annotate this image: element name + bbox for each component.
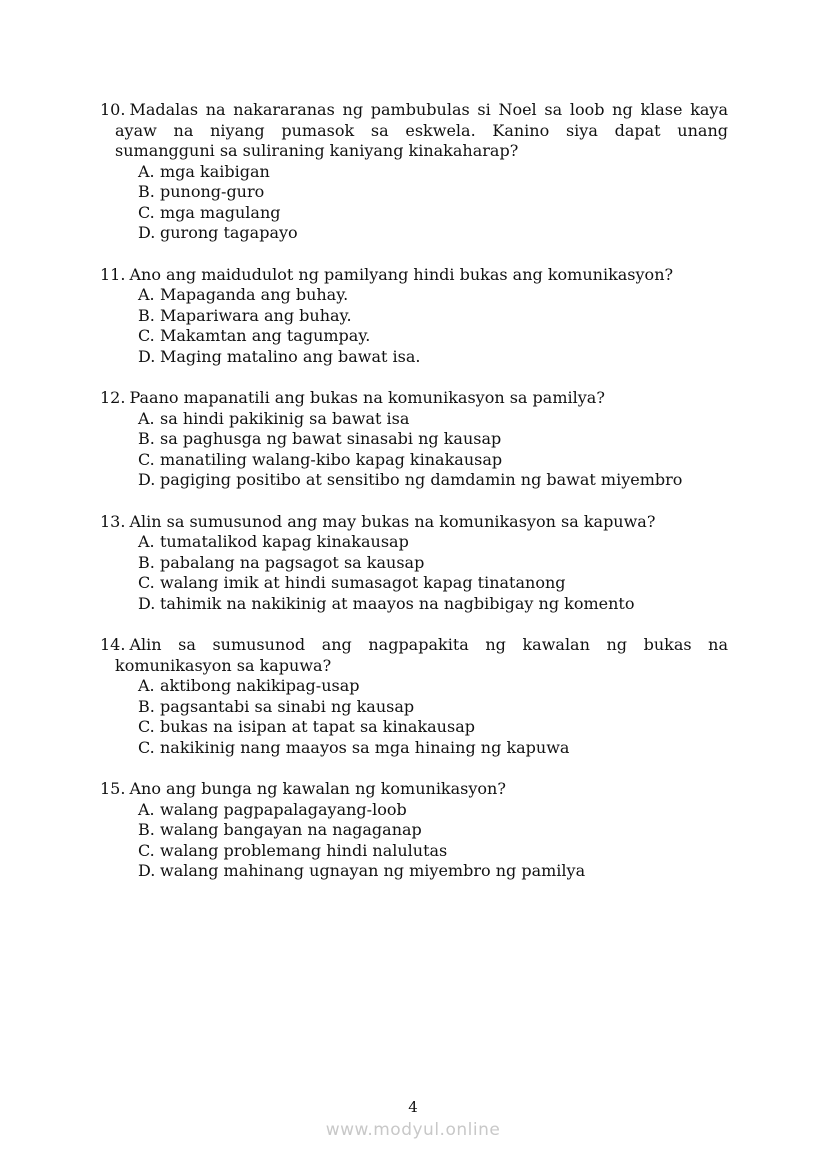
option-row xyxy=(138,223,728,244)
option-row xyxy=(138,800,728,821)
option-text: bukas na isipan at tapat sa kinakausap xyxy=(160,717,475,736)
option-letter: B. xyxy=(138,429,155,448)
question-block xyxy=(100,779,728,882)
option-text: walang problemang hindi nalulutas xyxy=(160,840,448,860)
options-list xyxy=(138,676,728,758)
question-text: Madalas na nakararanas ng pambubulas si Noel sa loob ng klase kaya ayaw na niyang pumasok sa eskwela. Kanino siya dapat unang sumangguni sa suliraning kaniyang kinakaharap? xyxy=(115,100,728,160)
options-list xyxy=(138,162,728,244)
option-letter: B. xyxy=(138,182,155,201)
option-row xyxy=(138,738,728,759)
option-text: tahimik na nakikinig at maayos na nagbibigay ng komento xyxy=(160,593,635,613)
option-text: walang imik at hindi sumasagot kapag tinatanong xyxy=(160,573,566,592)
option-row xyxy=(138,429,728,450)
option-letter: B. xyxy=(138,552,155,572)
option-row xyxy=(138,306,728,327)
options-list xyxy=(138,532,728,614)
option-letter: D. xyxy=(138,861,156,880)
option-text: Maging matalino ang bawat isa. xyxy=(160,346,421,366)
question-list xyxy=(100,100,728,903)
option-text: aktibong nakikipag-usap xyxy=(160,676,360,695)
option-letter: C. xyxy=(138,573,155,592)
option-text: mga magulang xyxy=(160,202,281,222)
question-block xyxy=(100,512,728,615)
option-row xyxy=(138,285,728,306)
question-number: 14. xyxy=(100,635,126,654)
question-paragraph xyxy=(100,512,728,533)
option-row xyxy=(138,203,728,224)
option-letter: B. xyxy=(138,305,155,325)
option-text: pabalang na pagsagot sa kausap xyxy=(160,552,425,572)
option-text: gurong tagapayo xyxy=(160,223,298,242)
option-text: nakikinig nang maayos sa mga hinaing ng kapuwa xyxy=(160,737,570,757)
question-number: 13. xyxy=(100,511,126,531)
option-text: walang mahinang ugnayan ng miyembro ng pamilya xyxy=(160,861,586,880)
options-list xyxy=(138,409,728,491)
option-row xyxy=(138,573,728,594)
option-text: Makamtan ang tagumpay. xyxy=(160,326,371,345)
option-text: walang bangayan na nagaganap xyxy=(160,820,422,839)
option-row xyxy=(138,409,728,430)
option-row xyxy=(138,450,728,471)
option-letter: B. xyxy=(138,696,155,716)
option-row xyxy=(138,553,728,574)
option-row xyxy=(138,162,728,183)
option-letter: A. xyxy=(138,676,155,695)
option-text: mga kaibigan xyxy=(160,161,270,181)
option-letter: B. xyxy=(138,820,155,839)
option-letter: A. xyxy=(138,532,155,551)
option-text: manatiling walang-kibo kapag kinakausap xyxy=(160,449,503,469)
option-letter: C. xyxy=(138,326,155,345)
question-number: 11. xyxy=(100,264,126,284)
question-text: Alin sa sumusunod ang may bukas na komunikasyon sa kapuwa? xyxy=(129,511,656,531)
option-letter: D. xyxy=(138,470,156,489)
options-list xyxy=(138,800,728,882)
question-paragraph xyxy=(100,100,728,162)
option-text: sa hindi pakikinig sa bawat isa xyxy=(160,408,410,428)
option-row xyxy=(138,326,728,347)
option-row xyxy=(138,841,728,862)
option-text: Mapariwara ang buhay. xyxy=(160,305,352,325)
question-text: Ano ang bunga ng kawalan ng komunikasyon? xyxy=(129,779,506,798)
question-number: 15. xyxy=(100,779,126,798)
option-row xyxy=(138,676,728,697)
question-text: Paano mapanatili ang bukas na komunikasyon sa pamilya? xyxy=(129,388,605,407)
question-block xyxy=(100,635,728,758)
option-letter: C. xyxy=(138,202,155,222)
option-letter: D. xyxy=(138,593,156,613)
option-row xyxy=(138,861,728,882)
option-letter: C. xyxy=(138,737,155,757)
option-text: punong-guro xyxy=(160,182,265,201)
page-number: 4 xyxy=(408,1098,418,1116)
question-block xyxy=(100,100,728,244)
option-row xyxy=(138,532,728,553)
option-letter: A. xyxy=(138,161,155,181)
question-block xyxy=(100,388,728,491)
question-paragraph xyxy=(100,779,728,800)
option-text: walang pagpapalagayang-loob xyxy=(160,799,407,819)
option-row xyxy=(138,697,728,718)
page-footer xyxy=(0,1097,826,1141)
option-row xyxy=(138,347,728,368)
question-text: Alin sa sumusunod ang nagpapakita ng kawalan ng bukas na komunikasyon sa kapuwa? xyxy=(115,635,728,675)
option-letter: D. xyxy=(138,346,156,366)
option-row xyxy=(138,820,728,841)
option-text: pagsantabi sa sinabi ng kausap xyxy=(160,696,415,716)
option-text: pagiging positibo at sensitibo ng damdamin ng bawat miyembro xyxy=(160,470,683,489)
watermark-url: www.modyul.online xyxy=(325,1120,501,1140)
option-letter: D. xyxy=(138,223,156,242)
option-text: Mapaganda ang buhay. xyxy=(160,285,349,304)
option-letter: C. xyxy=(138,840,155,860)
question-block xyxy=(100,265,728,368)
option-letter: A. xyxy=(138,799,155,819)
option-letter: C. xyxy=(138,717,155,736)
option-letter: A. xyxy=(138,408,155,428)
option-row xyxy=(138,717,728,738)
option-text: tumatalikod kapag kinakausap xyxy=(160,532,409,551)
question-paragraph xyxy=(100,388,728,409)
question-number: 12. xyxy=(100,388,126,407)
option-row xyxy=(138,182,728,203)
option-text: sa paghusga ng bawat sinasabi ng kausap xyxy=(160,429,502,448)
question-paragraph xyxy=(100,635,728,676)
option-letter: A. xyxy=(138,285,155,304)
options-list xyxy=(138,285,728,367)
question-paragraph xyxy=(100,265,728,286)
option-letter: C. xyxy=(138,449,155,469)
question-number: 10. xyxy=(100,100,126,119)
option-row xyxy=(138,470,728,491)
option-row xyxy=(138,594,728,615)
question-text: Ano ang maidudulot ng pamilyang hindi bukas ang komunikasyon? xyxy=(129,264,674,284)
